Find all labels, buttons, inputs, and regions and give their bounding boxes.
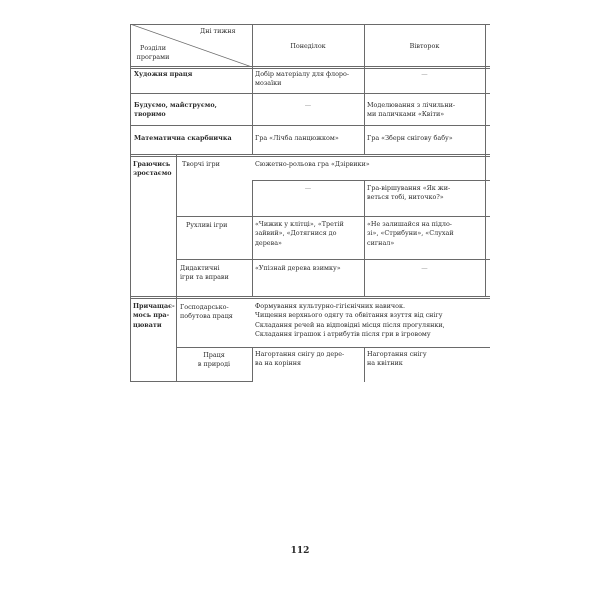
- table-rule: [176, 259, 490, 260]
- table-rule: [364, 180, 365, 296]
- section-work: Причащає- мось пра- цювати: [133, 302, 175, 329]
- table-rule: [130, 93, 490, 94]
- creative-games-tuesday: Гра-віршування «Як жи- веться тобі, ниточко?»: [367, 184, 451, 202]
- mobile-games-label: Рухливі ігри: [186, 221, 228, 229]
- mobile-games-monday: «Чижик у клітці», «Третій зайвий», «Дотягнися до дерева»: [255, 220, 344, 247]
- nature-work-tuesday: Нагортання снігу на квітник: [367, 350, 427, 368]
- household-work-label: Господарсько- побутова праця: [180, 303, 233, 321]
- section-art-work: Художня праця: [134, 70, 193, 78]
- table-rule: [130, 125, 490, 126]
- section-building: Будуємо, майструємо, творимо: [134, 101, 217, 119]
- sections-label: Розділи програми: [136, 44, 170, 62]
- section-play: Граючись зростаємо: [133, 160, 172, 178]
- table-rule: [485, 24, 486, 296]
- household-work-text: Формування культурно-гігієнічних навичок. Чищення верхнього одягу та обвітання взуття від снігу Складання речей на відповідні місця після прогулянки, Складання іграшок і атрибутів після гри в ігровому: [255, 302, 445, 338]
- table-rule: [176, 216, 490, 217]
- days-of-week-label: Дні тижня: [200, 27, 236, 35]
- table-rule: [252, 347, 253, 382]
- monday-header: Понеділок: [290, 42, 326, 50]
- table-rule: [252, 180, 253, 296]
- nature-work-monday: Нагортання снігу до дере- ва на коріння: [255, 350, 345, 368]
- building-tuesday: Моделювання з лічильни- ми паличками «Квіти»: [367, 101, 456, 119]
- creative-games-merged: Сюжетно-рольова гра «Дзірвики»: [255, 160, 370, 168]
- table-rule: [130, 24, 131, 382]
- table-rule: [130, 156, 490, 157]
- page-number: 112: [290, 546, 310, 556]
- nature-work-label: Праця в природі: [197, 351, 231, 369]
- weekly-plan-table: [130, 24, 490, 382]
- didactic-games-monday: «Упізнай дерева взимку»: [255, 264, 341, 272]
- table-rule: [176, 347, 490, 348]
- math-monday: Гра «Лічба ланцюжком»: [255, 134, 339, 142]
- didactic-games-label: Дидактичні ігри та вправи: [180, 264, 229, 282]
- table-rule: [176, 155, 177, 381]
- art-work-monday: Добір матеріалу для флоро- мозаїки: [255, 70, 350, 88]
- building-monday: —: [304, 101, 312, 109]
- mobile-games-tuesday: «Не залишайся на підло- зі», «Стрибуни», «Слухай сигнал»: [367, 220, 454, 247]
- table-rule: [252, 180, 490, 181]
- art-work-tuesday: —: [421, 70, 428, 78]
- creative-games-monday: —: [304, 184, 312, 192]
- didactic-games-tuesday: —: [421, 264, 428, 272]
- section-math: Математична скарбничка: [134, 134, 232, 142]
- tuesday-header: Вівторок: [409, 42, 440, 50]
- table-rule: [130, 381, 252, 382]
- table-rule: [130, 298, 490, 299]
- math-tuesday: Гра «Зберн снігову бабу»: [367, 134, 453, 142]
- table-rule: [130, 68, 490, 69]
- table-rule: [364, 347, 365, 382]
- creative-games-label: Творчі ігри: [182, 160, 220, 168]
